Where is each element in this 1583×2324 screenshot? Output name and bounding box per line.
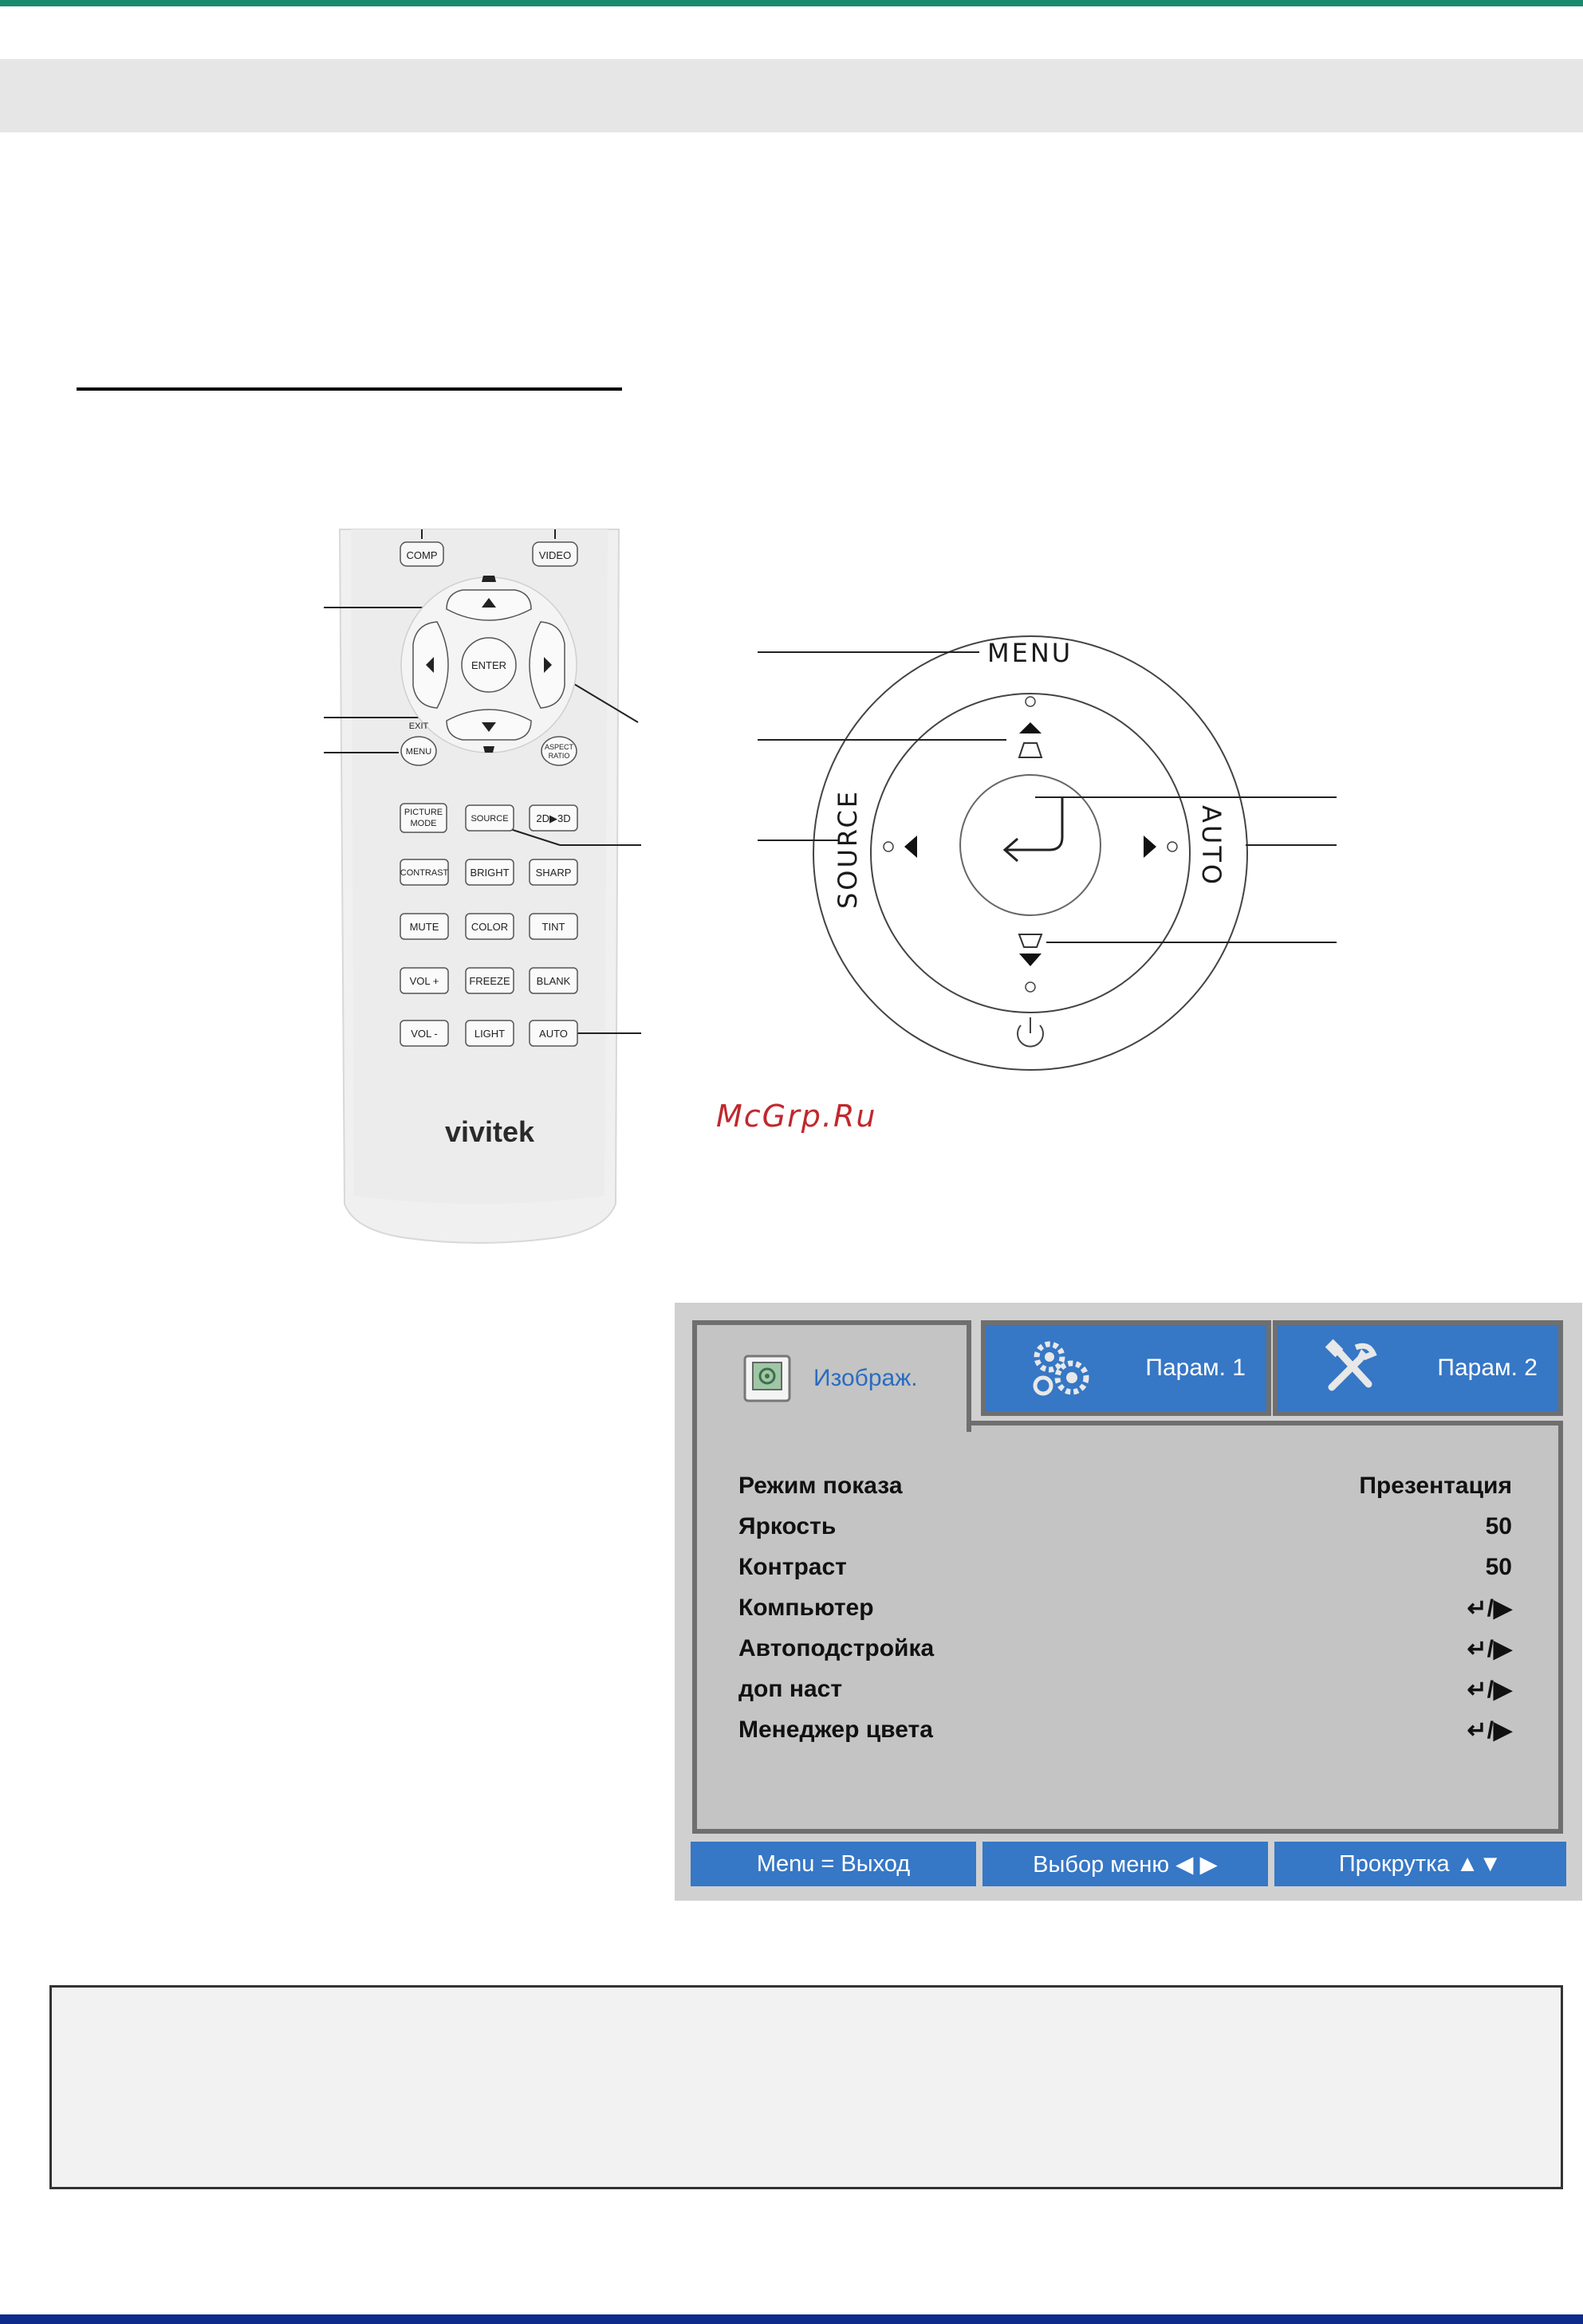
down-marker-icon: [483, 746, 494, 753]
osd-row-label: доп наст: [738, 1676, 843, 1702]
osd-row-value: Презентация: [1359, 1473, 1512, 1499]
osd-row-label: Автоподстройка: [738, 1635, 935, 1661]
bright-button[interactable]: [466, 859, 514, 885]
osd-row-computer[interactable]: [738, 1588, 1512, 1628]
tab-settings-2-label: Парам. 2: [1437, 1355, 1538, 1381]
image-tab-icon: [742, 1353, 793, 1404]
vol-minus-label: VOL -: [411, 1028, 438, 1040]
bright-label: BRIGHT: [470, 867, 510, 879]
osd-row-brightness[interactable]: [738, 1507, 1512, 1547]
video-label: VIDEO: [538, 549, 572, 561]
2d-3d-label: 2D▶3D: [536, 812, 571, 824]
enter-submenu-icon: ↵/▶: [1467, 1635, 1512, 1662]
enter-submenu-icon: ↵/▶: [1467, 1595, 1512, 1622]
blank-label: BLANK: [536, 975, 571, 987]
keypad-source-label: SOURCE: [833, 788, 863, 909]
osd-footer-exit: Menu = Выход: [691, 1842, 976, 1886]
mute-button[interactable]: [400, 914, 448, 939]
osd-row-color-manager[interactable]: [738, 1710, 1512, 1750]
light-button[interactable]: [466, 1020, 514, 1046]
osd-row-label: Менеджер цвета: [738, 1716, 933, 1743]
osd-row-label: Контраст: [738, 1554, 847, 1580]
tools-icon: [1319, 1336, 1383, 1400]
video-button[interactable]: [533, 542, 577, 566]
tint-label: TINT: [541, 921, 565, 933]
bottom-rule: [0, 2314, 1583, 2324]
contrast-label: CONTRAST: [400, 868, 449, 878]
projector-keypad: [813, 636, 1247, 1070]
sharp-label: SHARP: [535, 867, 572, 879]
osd-row-label: Режим показа: [738, 1473, 903, 1499]
aspect-label-1: ASPECT: [544, 743, 574, 751]
comp-button[interactable]: [400, 542, 443, 566]
osd-row-advanced[interactable]: [738, 1669, 1512, 1709]
enter-submenu-icon: ↵/▶: [1467, 1716, 1512, 1744]
osd-row-auto-adjust[interactable]: [738, 1629, 1512, 1669]
aspect-label-2: RATIO: [548, 752, 570, 760]
osd-menu: [675, 1303, 1582, 1901]
osd-footer-select: Выбор меню ◀ ▶: [982, 1842, 1268, 1886]
enter-label: ENTER: [471, 659, 507, 671]
auto-label: AUTO: [539, 1028, 568, 1040]
vol-minus-button[interactable]: [400, 1020, 448, 1046]
freeze-button[interactable]: [466, 968, 514, 993]
auto-button[interactable]: [530, 1020, 577, 1046]
contrast-button[interactable]: [400, 859, 449, 885]
osd-row-value: 50: [1485, 1554, 1512, 1580]
brand-logo: vivitek: [444, 1115, 535, 1148]
source-label: SOURCE: [471, 814, 509, 824]
vol-plus-label: VOL +: [409, 975, 439, 987]
osd-row-contrast[interactable]: [738, 1547, 1512, 1587]
sharp-button[interactable]: [530, 859, 577, 885]
gears-icon: [1027, 1336, 1099, 1400]
keypad-auto-label: AUTO: [1196, 805, 1227, 887]
osd-row-label: Яркость: [738, 1513, 837, 1540]
tint-button[interactable]: [530, 914, 577, 939]
osd-footer-scroll: Прокрутка ▲▼: [1274, 1842, 1566, 1886]
tab-image[interactable]: [692, 1320, 971, 1432]
watermark: McGrp.Ru: [716, 1099, 877, 1134]
exit-label: EXIT: [408, 722, 429, 731]
tab-settings-1[interactable]: [981, 1320, 1271, 1416]
picture-mode-label-1: PICTURE: [404, 808, 443, 817]
enter-submenu-icon: ↵/▶: [1467, 1676, 1512, 1703]
vol-plus-button[interactable]: [400, 968, 448, 993]
aspect-ratio-button[interactable]: [541, 737, 577, 765]
osd-row-label: Компьютер: [738, 1595, 874, 1621]
color-label: COLOR: [471, 921, 509, 933]
mute-label: MUTE: [409, 921, 439, 933]
2d-3d-button[interactable]: [530, 805, 577, 831]
keypad-enter-button[interactable]: [960, 775, 1101, 915]
up-marker-icon: [482, 576, 496, 582]
picture-mode-button[interactable]: [400, 804, 447, 832]
source-button[interactable]: [466, 805, 514, 831]
tab-image-label: Изображ.: [813, 1365, 918, 1391]
menu-button[interactable]: [401, 737, 436, 765]
tab-settings-2[interactable]: [1273, 1320, 1563, 1416]
blank-button[interactable]: [530, 968, 577, 993]
comp-label: COMP: [406, 549, 438, 561]
picture-mode-label-2: MODE: [410, 819, 437, 828]
keypad-menu-label: MENU: [987, 638, 1073, 668]
osd-row-value: 50: [1485, 1513, 1512, 1540]
tab-settings-1-label: Парам. 1: [1145, 1355, 1246, 1381]
menu-label: MENU: [405, 747, 432, 757]
note-box: [49, 1985, 1563, 2189]
osd-row-display-mode[interactable]: [738, 1466, 1512, 1506]
color-button[interactable]: [466, 914, 514, 939]
light-label: LIGHT: [474, 1028, 506, 1040]
freeze-label: FREEZE: [469, 975, 510, 987]
